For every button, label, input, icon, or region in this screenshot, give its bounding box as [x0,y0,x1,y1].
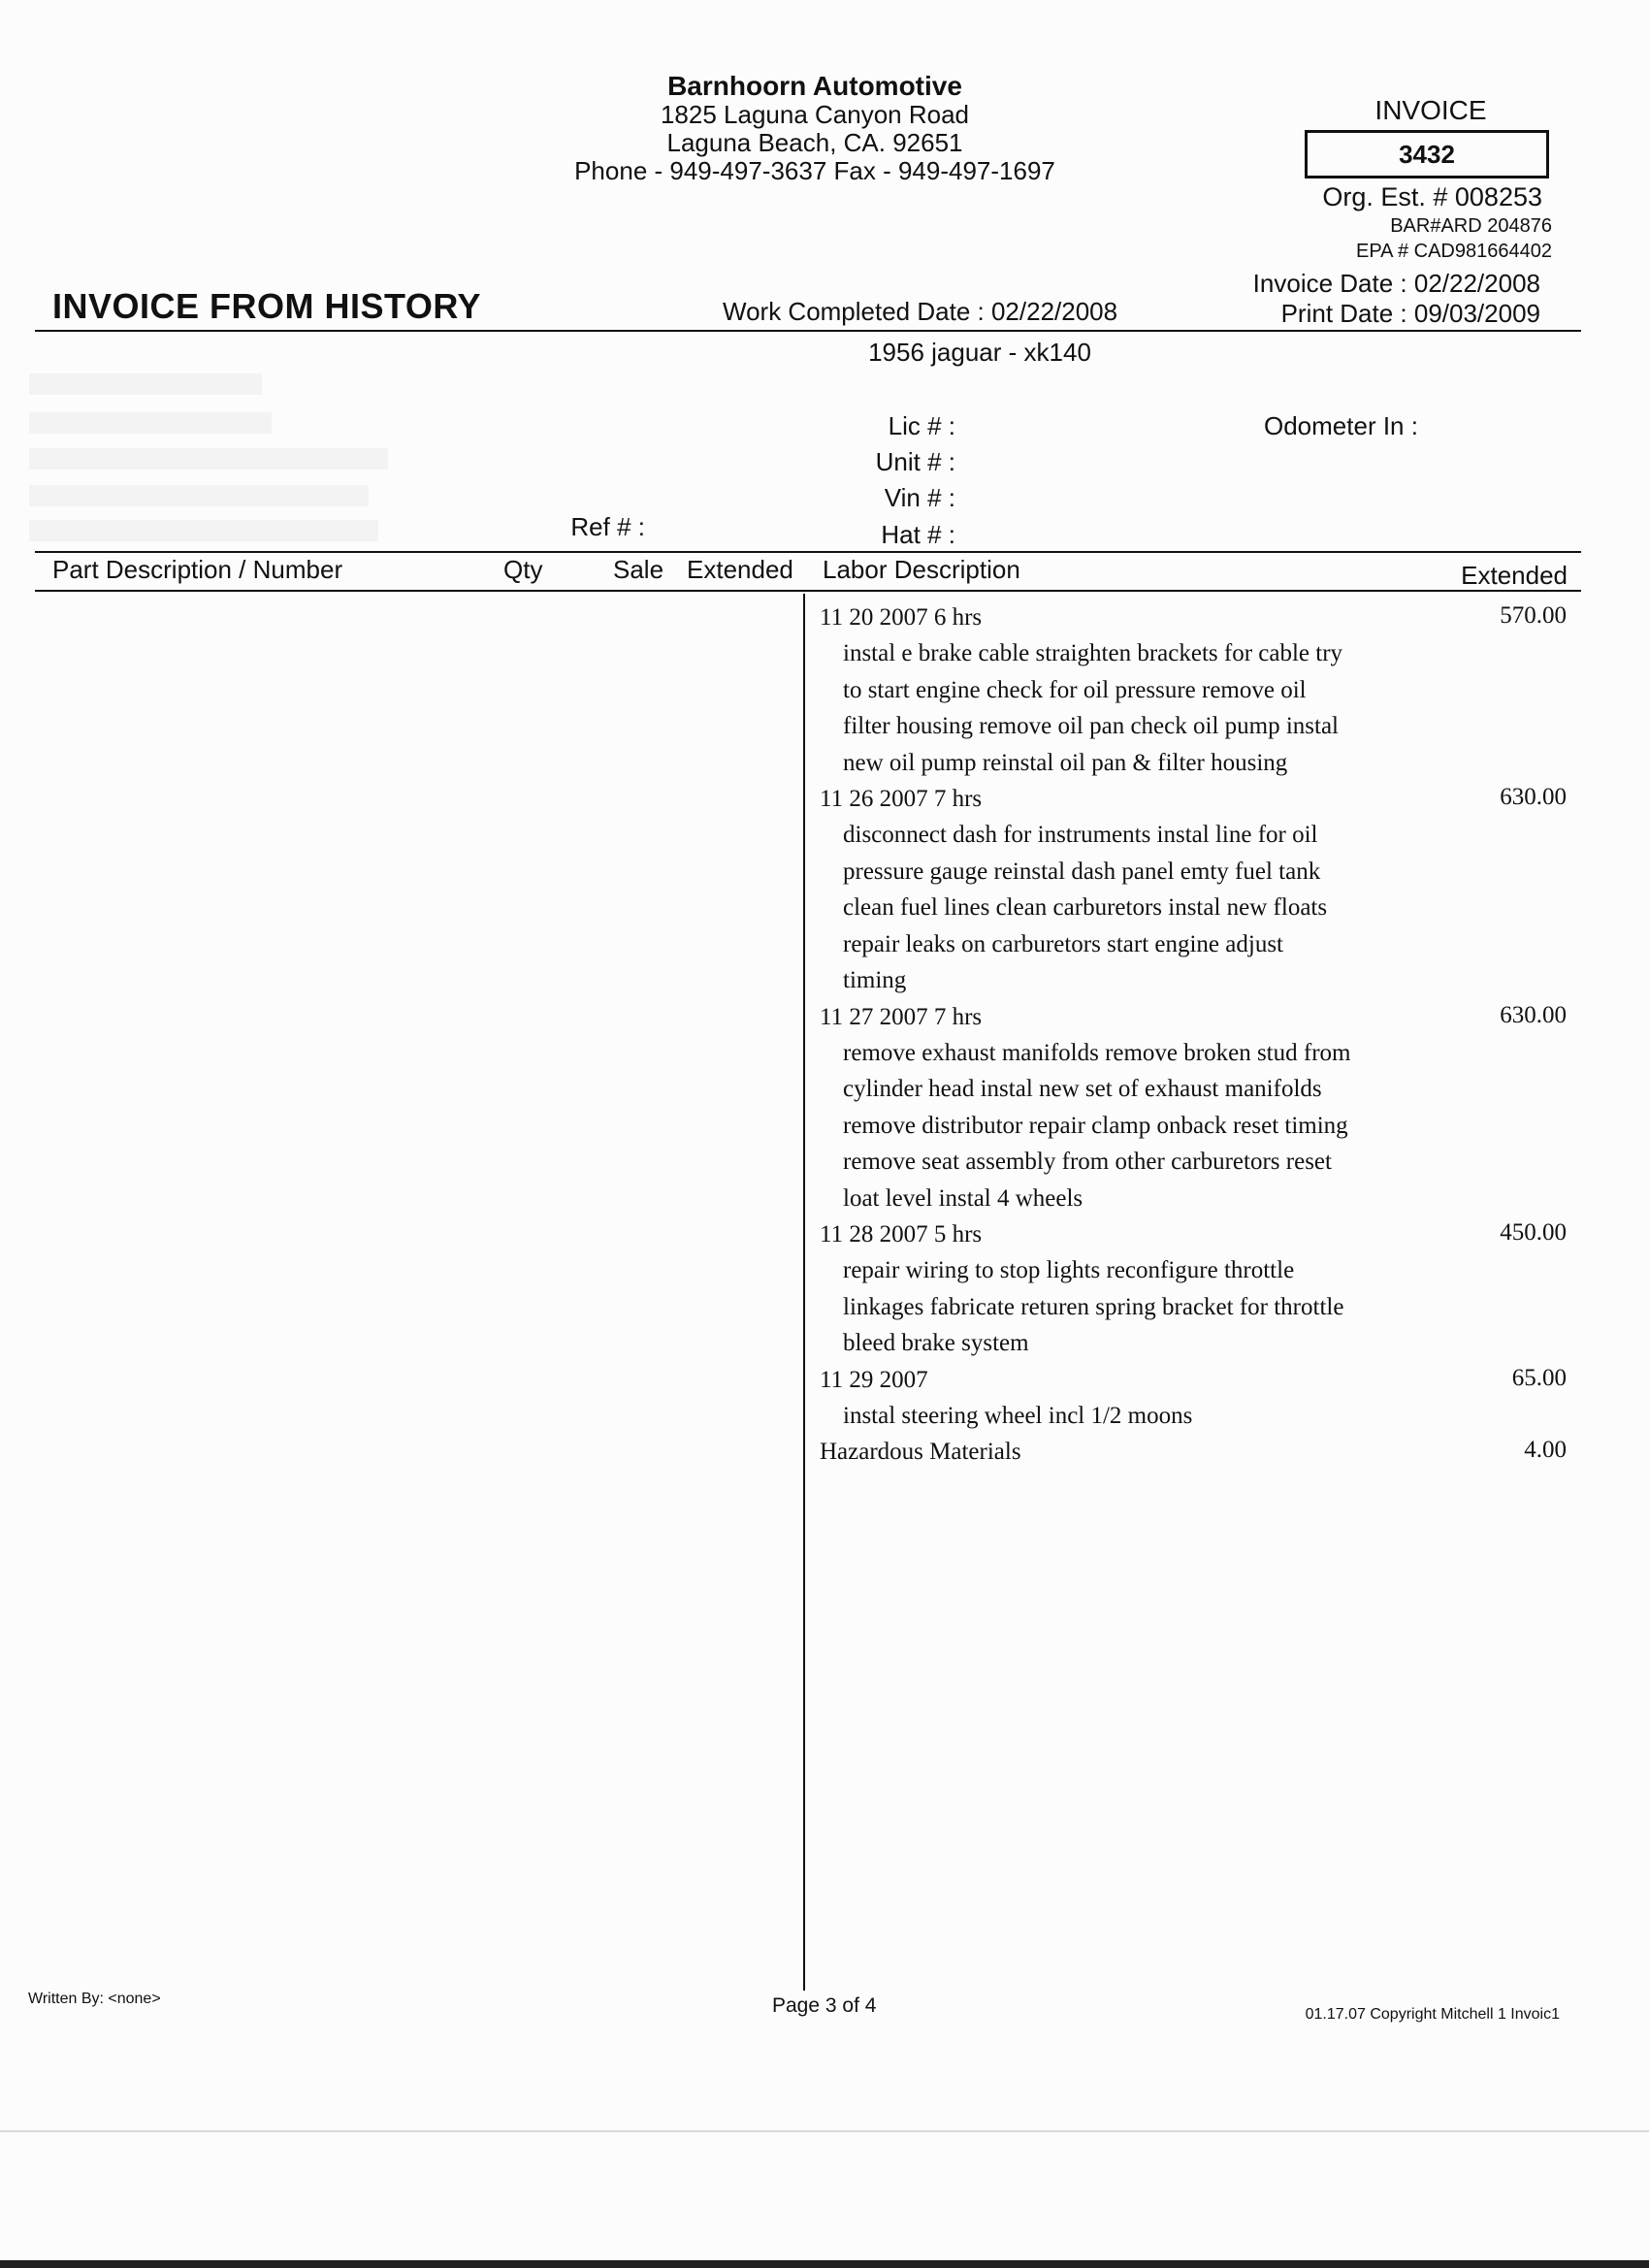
labor-entry-line: repair leaks on carburetors start engine adjust [843,930,1283,957]
labor-entry-amount: 450.00 [1500,1219,1567,1246]
shop-header [407,72,1222,185]
labor-entry-line: remove exhaust manifolds remove broken stud from [843,1039,1351,1066]
labor-entry-line: remove distributor repair clamp onback reset timing [843,1112,1348,1139]
invoice-date: Invoice Date : 02/22/2008 [1252,269,1540,298]
labor-entry [820,1216,1567,1362]
labor-entry-amount: 630.00 [1500,784,1567,810]
labor-entry-date: 11 28 2007 5 hrs [820,1221,983,1247]
shop-phone-fax: Phone - 949-497-3637 Fax - 949-497-1697 [574,156,1055,185]
shop-address-line2: Laguna Beach, CA. 92651 [666,128,963,157]
column-header-top-rule [35,551,1581,553]
work-completed-date: Work Completed Date : 02/22/2008 [723,297,1118,326]
shop-address-line1: 1825 Laguna Canyon Road [660,100,970,129]
labor-entry-line: linkages fabricate returen spring bracket for throttle [843,1293,1344,1320]
written-by: Written By: <none> [28,1991,161,2007]
labor-entry-line: disconnect dash for instruments instal line for oil [843,822,1318,848]
col-qty: Qty [503,555,543,584]
vehicle-description: 1956 jaguar - xk140 [868,338,1091,367]
print-date: Print Date : 09/03/2009 [1280,299,1540,328]
labor-entry-amount: 630.00 [1500,1001,1567,1028]
col-extended: Extended [687,555,793,584]
hat-label: Hat # : [881,520,955,549]
redacted-customer-line [29,520,378,541]
labor-entry [820,599,1567,781]
labor-entry-line: remove seat assembly from other carburetors reset [843,1149,1332,1175]
org-estimate: Org. Est. # 008253 [1322,182,1542,211]
bar-number: BAR#ARD 204876 [1390,215,1552,237]
col-part-description: Part Description / Number [52,555,343,584]
labor-entry-line: cylinder head instal new set of exhaust manifolds [843,1076,1322,1102]
col-labor-description: Labor Description [823,555,1020,584]
labor-entry-line: instal steering wheel incl 1/2 moons [843,1402,1193,1429]
labor-list [820,599,1567,1470]
page-number: Page 3 of 4 [772,1994,877,2017]
col-labor-extended: Extended [1461,561,1568,590]
unit-label: Unit # : [875,447,955,476]
vin-label: Vin # : [884,483,955,512]
labor-entry-line: new oil pump reinstal oil pan & filter housing [843,749,1288,776]
labor-entry-line: filter housing remove oil pan check oil pump instal [843,713,1339,739]
labor-entry-line: instal e brake cable straighten brackets for cable try [843,640,1343,666]
labor-entry-line: to start engine check for oil pressure remove oil [843,676,1307,703]
labor-entry [820,999,1567,1217]
epa-number: EPA # CAD981664402 [1355,241,1552,262]
shop-name: Barnhoorn Automotive [667,71,962,101]
labor-entry-line: pressure gauge reinstal dash panel emty fuel tank [843,858,1321,885]
labor-entry-date: 11 26 2007 7 hrs [820,786,983,812]
labor-entry [820,1362,1567,1435]
labor-entry-line: repair wiring to stop lights reconfigure throttle [843,1257,1295,1283]
page-title: INVOICE FROM HISTORY [52,286,482,326]
labor-entry-line: timing [843,967,907,993]
invoice-label: INVOICE [1374,95,1487,125]
redacted-customer-line [29,448,388,470]
labor-entry-amount: 65.00 [1511,1364,1567,1391]
scan-bottom-edge [0,2260,1649,2268]
scan-edge-line [0,2130,1649,2132]
lic-label: Lic # : [888,411,955,440]
header-divider [35,330,1581,332]
labor-entry [820,781,1567,999]
redacted-customer-line [29,485,369,506]
column-divider [803,594,805,1991]
labor-entry-amount: 4.00 [1524,1437,1567,1463]
labor-entry-amount: 570.00 [1500,602,1567,629]
copyright: 01.17.07 Copyright Mitchell 1 Invoic1 [1305,2006,1560,2023]
col-sale: Sale [613,555,664,584]
labor-entry-line: bleed brake system [843,1330,1029,1356]
redacted-customer-line [29,373,262,395]
labor-entry-date: Hazardous Materials [820,1439,1021,1465]
labor-entry-date: 11 29 2007 [820,1366,928,1393]
labor-entry [820,1434,1567,1470]
column-header-bottom-rule [35,590,1581,592]
labor-entry-date: 11 27 2007 7 hrs [820,1003,983,1030]
redacted-customer-line [29,412,272,434]
odometer-label: Odometer In : [1264,411,1418,440]
ref-label: Ref # : [570,512,645,541]
invoice-number-box: 3432 [1305,130,1549,178]
labor-entry-date: 11 20 2007 6 hrs [820,604,983,631]
labor-entry-line: loat level instal 4 wheels [843,1184,1083,1212]
labor-entry-line: clean fuel lines clean carburetors instal new floats [843,894,1328,921]
